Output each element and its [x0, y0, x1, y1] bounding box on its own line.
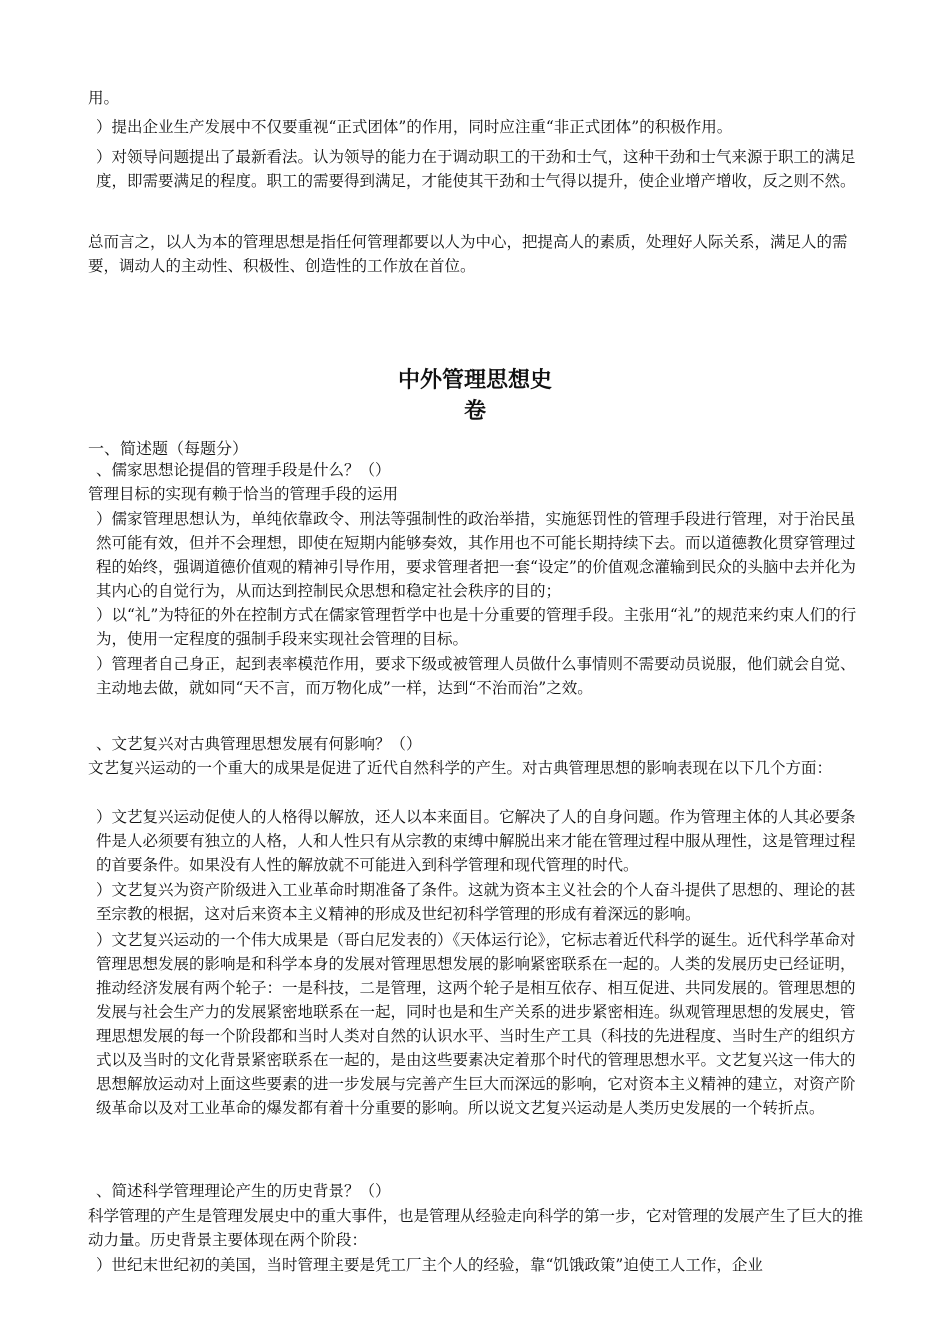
paragraph-item-informal-groups: ）提出企业生产发展中不仅要重视“正式团体”的作用，同时应注重“非正式团体”的积极作用。 — [96, 118, 733, 136]
question-2: 、文艺复兴对古典管理思想发展有何影响？（） — [96, 735, 422, 753]
question-1-point-2: ）以“礼”为特征的外在控制方式在儒家管理哲学中也是十分重要的管理手段。主张用“礼”的规范来约束人们的行为，使用一定程度的强制手段来实现社会管理的目标。 — [96, 606, 857, 648]
section-heading: 一、简述题（每题分） — [88, 439, 249, 458]
question-2-point-2: ）文艺复兴为资产阶级进入工业革命时期准备了条件。这就为资本主义社会的个人奋斗提供了思想的、理论的甚至宗教的根据，这对后来资本主义精神的形成及世纪初科学管理的形成有着深远的影响。 — [96, 881, 856, 923]
paragraph-summary: 总而言之，以人为本的管理思想是指任何管理都要以人为中心，把提高人的素质，处理好人际关系，满足人的需要，调动人的主动性、积极性、创造性的工作放在首位。 — [88, 233, 848, 275]
question-1-intro: 管理目标的实现有赖于恰当的管理手段的运用 — [88, 485, 399, 503]
question-1-point-1: ）儒家管理思想认为，单纯依靠政令、刑法等强制性的政治举措，实施惩罚性的管理手段进行管理，对于治民虽然可能有效，但并不会理想，即使在短期内能够奏效，其作用也不可能长期持续下去。而以道德教化贯穿管理过程的始终，强调道德价值观的精神引导作用，要求管理者把一套“设定”的价值观念灌输到民众的头脑中去并化为其内心的自觉行为，从而达到控制民众思想和稳定社会秩序的目的； — [96, 510, 856, 600]
document-subtitle: 卷 — [463, 398, 486, 424]
document-title: 中外管理思想史 — [397, 367, 552, 393]
question-3-intro: 科学管理的产生是管理发展史中的重大事件，也是管理从经验走向科学的第一步，它对管理的发展产生了巨大的推动力量。历史背景主要体现在两个阶段： — [88, 1207, 864, 1249]
paragraph-item-leadership: ）对领导问题提出了最新看法。认为领导的能力在于调动职工的干劲和士气，这种干劲和士气来源于职工的满足度，即需要满足的程度。职工的需要得到满足，才能使其干劲和士气得以提升，使企业增产增收，反之则不然。 — [96, 148, 856, 190]
question-2-point-1: ）文艺复兴运动促使人的人格得以解放，还人以本来面目。它解决了人的自身问题。作为管理主体的人其必要条件是人必须要有独立的人格，人和人性只有从宗教的束缚中解脱出来才能在管理过程中服从理性，这是管理过程的首要条件。如果没有人性的解放就不可能进入到科学管理和现代管理的时代。 — [96, 808, 856, 874]
question-3-point-1: ）世纪末世纪初的美国，当时管理主要是凭工厂主个人的经验，靠“饥饿政策”迫使工人工作，企业 — [96, 1256, 763, 1274]
question-1: 、儒家思想论提倡的管理手段是什么？（） — [96, 461, 391, 479]
question-2-intro: 文艺复兴运动的一个重大的成果是促进了近代自然科学的产生。对古典管理思想的影响表现在以下几个方面： — [88, 759, 833, 777]
question-1-point-3: ）管理者自己身正，起到表率模范作用，要求下级或被管理人员做什么事情则不需要动员说服，他们就会自觉、主动地去做，就如同“天不言，而万物化成”一样，达到“不治而治”之效。 — [96, 655, 856, 697]
paragraph-continuation: 用。 — [88, 89, 120, 107]
question-3: 、简述科学管理理论产生的历史背景？（） — [96, 1182, 391, 1200]
question-2-point-3: ）文艺复兴运动的一个伟大成果是（哥白尼发表的）《天体运行论》，它标志着近代科学的诞生。近代科学革命对管理思想发展的影响是和科学本身的发展对管理思想发展的影响紧密联系在一起的。人类的发展历史已经证明，推动经济发展有两个轮子：一是科技，二是管理，这两个轮子是相互依存、相互促进、共同发展的。管理思想的发展与社会生产力的发展紧密地联系在一起，同时也是和生产关系的进步紧密相连。纵观管理思想的发展史，管理思想发展的每一个阶段都和当时人类对自然的认识水平、当时生产工具（科技的先进程度、当时生产的组织方式以及当时的文化背景紧密联系在一起的，是由这些要素决定着那个时代的管理思想水平。文艺复兴这一伟大的思想解放运动对上面这些要素的进一步发展与完善产生巨大而深远的影响，它对资本主义精神的建立，对资产阶级革命以及对工业革命的爆发都有着十分重要的影响。所以说文艺复兴运动是人类历史发展的一个转折点。 — [96, 931, 856, 1117]
